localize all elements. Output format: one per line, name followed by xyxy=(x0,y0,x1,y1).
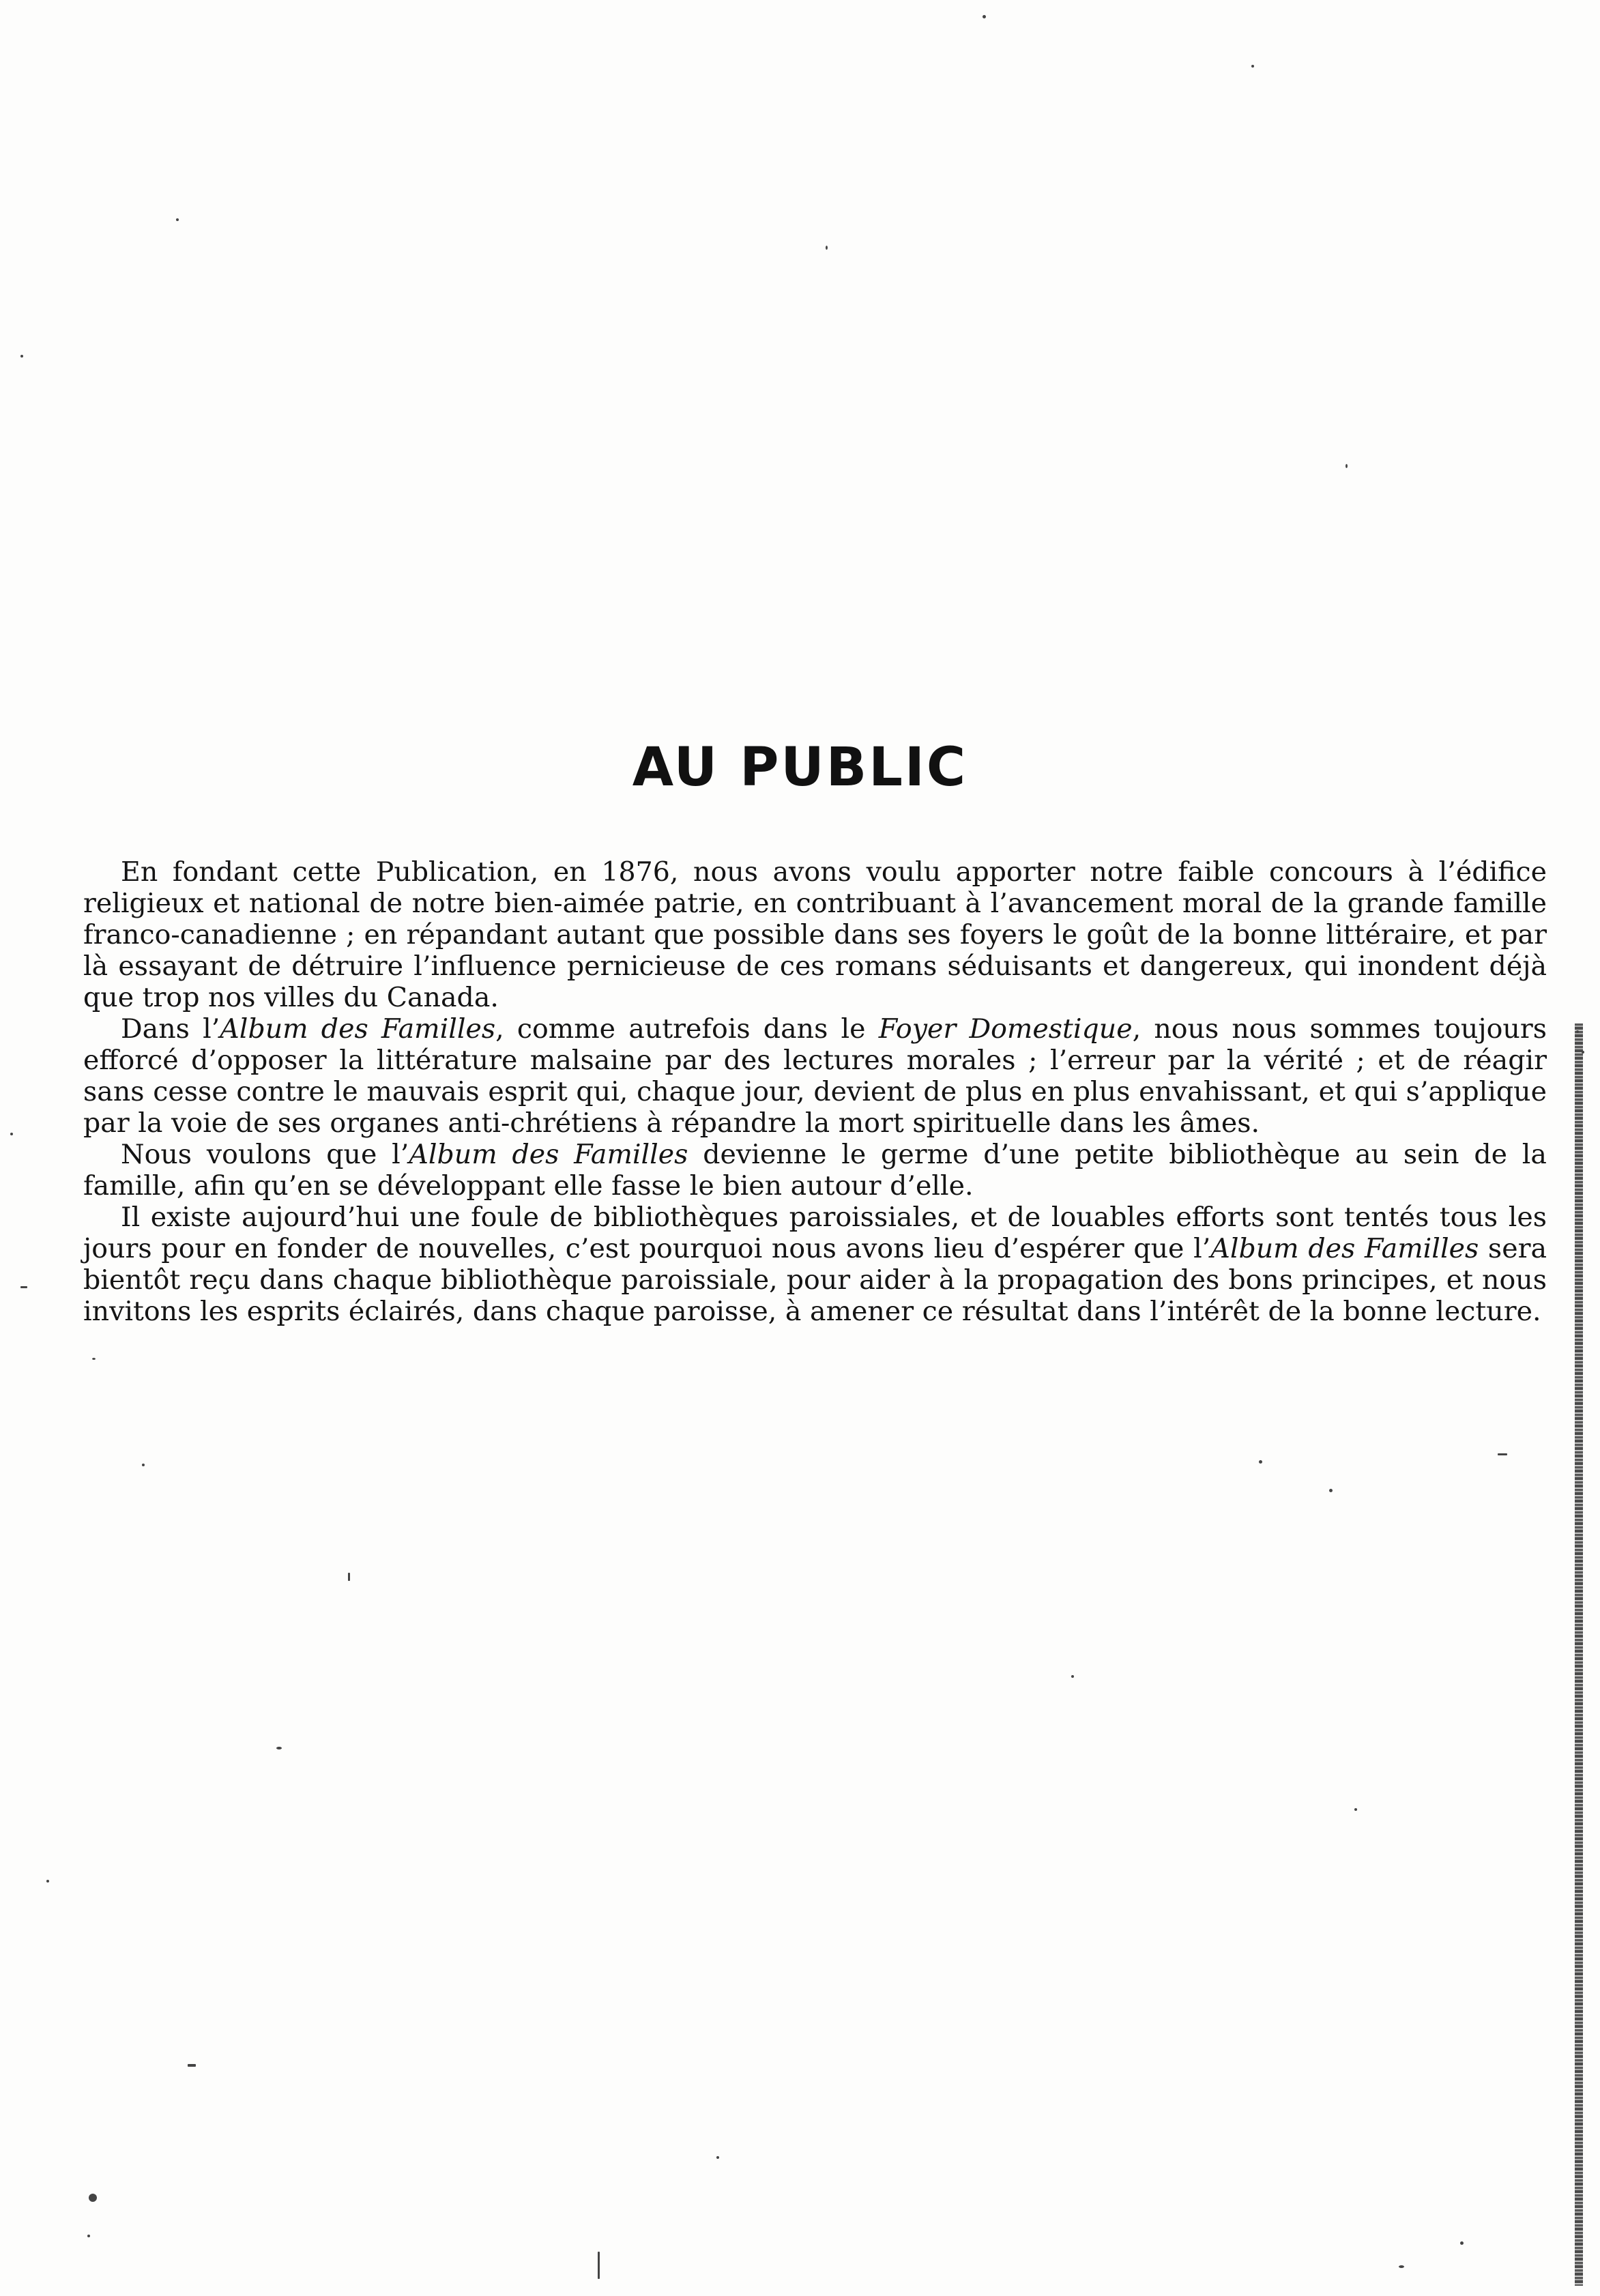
page-title: AU PUBLIC xyxy=(632,737,968,798)
scan-speck xyxy=(598,2252,600,2279)
scan-speck xyxy=(983,15,986,18)
publication-title: Album des Familles xyxy=(220,1013,496,1045)
scan-speck xyxy=(92,1358,96,1360)
scan-speck xyxy=(716,2156,719,2159)
text-segment: devienne le germe d’une petite bibliothèque au sein de la famille, afin qu’en se développant elle fasse le bien autour d’elle. xyxy=(83,1139,1547,1202)
paragraph xyxy=(83,1202,1547,1327)
publication-title: Album des Familles xyxy=(409,1139,688,1170)
text-segment: Nous voulons que l’ xyxy=(121,1139,409,1170)
scan-speck xyxy=(276,1747,282,1749)
body-text xyxy=(83,856,1547,1327)
scan-speck xyxy=(10,1133,13,1135)
text-segment: , comme autrefois dans le xyxy=(495,1013,879,1045)
paragraph xyxy=(83,1013,1547,1139)
scan-speck xyxy=(1259,1460,1262,1464)
scan-speck xyxy=(20,1286,27,1288)
scan-speck xyxy=(1071,1675,1074,1678)
scan-speck xyxy=(1576,1030,1579,1033)
scan-speck xyxy=(1346,464,1348,468)
scan-speck xyxy=(348,1573,350,1581)
paragraph xyxy=(83,856,1547,1013)
scan-speck xyxy=(46,1880,49,1883)
text-segment: En fondant cette Publication, en 1876, nous avons voulu apporter notre faible concours à l’édifice religieux et national de notre bien-aimée patrie, en contribuant à l’avancement moral de la grande famille franco-canadienne ; en répandant autant que possible dans ses foyers le goût de la bonne littéraire, et par là essayant de détruire l’influence pernicieuse de ces romans séduisants et dangereux, qui inondent déjà que trop nos villes du Canada. xyxy=(83,856,1547,1013)
scan-speck xyxy=(1498,1453,1507,1455)
text-segment: Il existe aujourd’hui une foule de bibliothèques paroissiales, et de louables efforts sont tentés tous les jours pour en fonder de nouvelles, c’est pourquoi nous avons lieu d’espérer que l’ xyxy=(83,1202,1547,1264)
scan-speck xyxy=(1329,1489,1333,1492)
scan-speck xyxy=(142,1464,145,1466)
publication-title: Album des Familles xyxy=(1210,1233,1479,1264)
scan-speck xyxy=(188,2064,196,2067)
text-segment: , nous nous sommes toujours efforcé d’opposer la littérature malsaine par des lectures morales ; l’erreur par la vérité ; et de réagir sans cesse contre le mauvais esprit qui, chaque jour, devient de plus en plus envahissant, et qui s’applique par la voie de ses organes anti-chrétiens à répandre la mort spirituelle dans les âmes. xyxy=(83,1013,1547,1139)
text-segment: Dans l’ xyxy=(121,1013,220,1045)
scan-speck xyxy=(826,246,828,250)
scan-speck xyxy=(1399,2265,1404,2268)
scan-speck xyxy=(176,218,179,221)
publication-title: Foyer Domestique xyxy=(878,1013,1133,1045)
scan-speck xyxy=(89,2194,97,2202)
scan-speck xyxy=(1251,65,1254,68)
scan-edge-artifact xyxy=(1575,1023,1583,2286)
scan-speck xyxy=(20,355,23,358)
paragraph xyxy=(83,1139,1547,1202)
scan-speck xyxy=(1582,1051,1584,1053)
scan-speck xyxy=(1354,1808,1357,1811)
scan-speck xyxy=(87,2235,90,2237)
text-segment: sera bientôt reçu dans chaque bibliothèque paroissiale, pour aider à la propagation des bons principes, et nous invitons les esprits éclairés, dans chaque paroisse, à amener ce résultat dans l’intérêt de la bonne lecture. xyxy=(83,1233,1547,1327)
scan-speck xyxy=(1460,2241,1464,2245)
